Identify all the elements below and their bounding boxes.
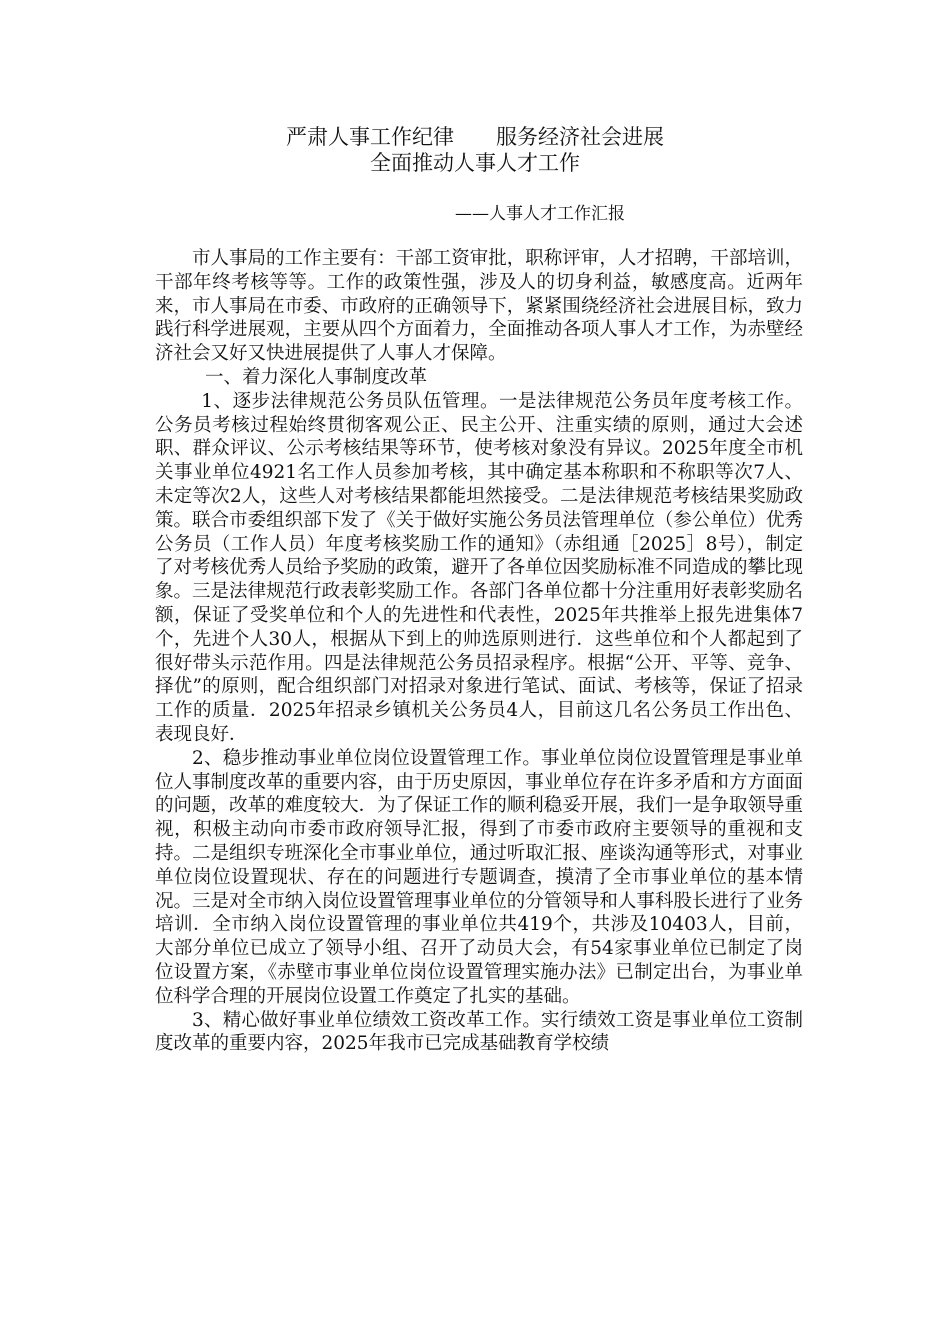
intro-paragraph: 市人事局的工作主要有：干部工资审批，职称评审，人才招聘，干部培训，干部年终考核等等。工作的政策性强，涉及人的切身利益，敏感度高。近两年来，市人事局在市委、市政府的正确领导下，紧紧围绕经济社会进展目标，致力践行科学进展观，主要从四个方面着力，全面推动各项人事人才工作，为赤壁经济社会又好又快进展提供了人事人才保障。 xyxy=(155,248,803,365)
document-title-line-2: 全面推动人事人才工作 xyxy=(370,151,580,175)
document-title-line-1: 严肃人事工作纪律 服务经济社会进展 xyxy=(286,125,664,149)
document-body xyxy=(155,247,803,1056)
paragraph-performance-pay-reform: 3、精心做好事业单位绩效工资改革工作。实行绩效工资是事业单位工资制度改革的重要内容，2025年我市已完成基础教育学校绩 xyxy=(155,1009,803,1055)
document-subtitle: ——人事人才工作汇报 xyxy=(455,204,625,224)
paragraph-civil-servant-management: 1、逐步法律规范公务员队伍管理。一是法律规范公务员年度考核工作。公务员考核过程始终贯彻客观公正、民主公开、注重实绩的原则，通过大会述职、群众评议、公示考核结果等环节，使考核对象没有异议。2025年度全市机关事业单位4921名工作人员参加考核，其中确定基本称职和不称职等次7人、未定等次2人，这些人对考核结果都能坦然接受。二是法律规范考核结果奖励政策。联合市委组织部下发了《关于做好实施公务员法管理单位（参公单位）优秀公务员（工作人员）年度考核奖励工作的通知》（赤组通［2025］8号），制定了对考核优秀人员给予奖励的政策，避开了各单位因奖励标准不同造成的攀比现象。三是法律规范行政表彰奖励工作。各部门各单位都十分注重用好表彰奖励名额，保证了受奖单位和个人的先进性和代表性，2025年共推举上报先进集体7个，先进个人30人，根据从下到上的帅选原则进行．这些单位和个人都起到了很好带头示范作用。四是法律规范公务员招录程序。根据“公开、平等、竞争、择优”的原则，配合组织部门对招录对象进行笔试、面试、考核等，保证了招录工作的质量．2025年招录乡镇机关公务员4人，目前这几名公务员工作出色、表现良好． xyxy=(155,390,803,745)
paragraph-post-setting-management: 2、稳步推动事业单位岗位设置管理工作。事业单位岗位设置管理是事业单位人事制度改革的重要内容，由于历史原因，事业单位存在许多矛盾和方方面面的问题，改革的难度较大．为了保证工作的顺利稳妥开展，我们一是争取领导重视，积极主动向市委市政府领导汇报，得到了市委市政府主要领导的重视和支持。二是组织专班深化全市事业单位，通过听取汇报、座谈沟通等形式，对事业单位岗位设置现状、存在的问题进行专题调查，摸清了全市事业单位的基本情况。三是对全市纳入岗位设置管理事业单位的分管领导和人事科股长进行了业务培训．全市纳入岗位设置管理的事业单位共419个，共涉及10403人，目前，大部分单位已成立了领导小组、召开了动员大会，有54家事业单位已制定了岗位设置方案，《赤壁市事业单位岗位设置管理实施办法》已制定出台，为事业单位科学合理的开展岗位设置工作奠定了扎实的基础。 xyxy=(155,747,803,1007)
section-heading-1: 一、着力深化人事制度改革 xyxy=(204,366,427,388)
